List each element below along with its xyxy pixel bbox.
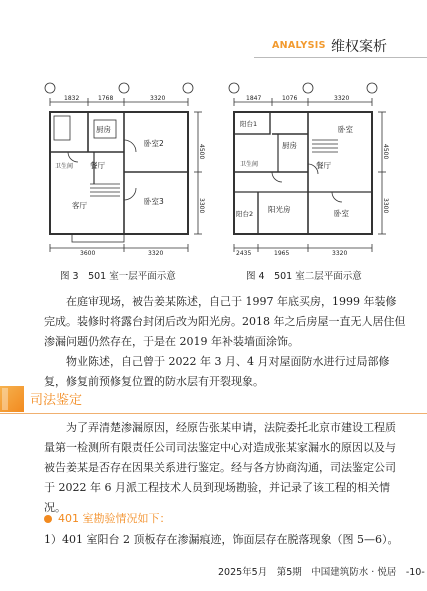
dim-bottom-1: 3600 — [80, 250, 96, 256]
room-label: 餐厅 — [316, 161, 331, 170]
figure-1-caption: 图 3 501 室一层平面示意 — [60, 271, 176, 282]
body-paragraph-1: 在庭审现场，被告姜某陈述，自己于 1997 年底买房，1999 年装修完成。装修时将露台封闭后改为阳光房。2018 年之后房屋一直无人居住但渗漏问题仍然存在，于是在 2019 年补装墙面涂饰。 — [44, 295, 406, 348]
section-heading — [0, 386, 427, 414]
room-label: 客厅 — [72, 201, 87, 210]
floor-plan-figure-2 — [212, 80, 392, 256]
dim-bottom-2: 1965 — [274, 250, 290, 256]
figure-2-caption: 图 4 501 室二层平面示意 — [246, 271, 362, 282]
section-tag: ANALYSIS — [272, 40, 326, 51]
dim-bottom-2: 3320 — [148, 250, 164, 256]
floor-plan-figure-1 — [28, 80, 208, 256]
dim-top-3: 3320 — [334, 95, 350, 102]
dim-top-1: 1832 — [64, 95, 80, 102]
body-paragraph-4: 1）401 室阳台 2 顶板存在渗漏痕迹，饰面层存在脱落现象（图 5—6）。 — [44, 533, 399, 546]
room-label: 卧室 — [334, 209, 349, 218]
room-label: 卧室2 — [144, 139, 164, 148]
floor-plan-1-drawing — [28, 80, 208, 256]
dim-side-2: 3300 — [382, 198, 389, 214]
room-label: 阳台1 — [240, 120, 258, 128]
column-title: 维权案析 — [331, 39, 387, 55]
floor-plan-2-drawing — [212, 80, 392, 256]
body-paragraph-2: 物业陈述，自己曾于 2022 年 3 月、4 月对屋面防水进行过局部修复，修复前预修复位置的防水层有开裂现象。 — [44, 355, 390, 388]
header-rule — [254, 57, 427, 58]
room-label: 卧室3 — [144, 197, 164, 206]
room-label: 卫生间 — [55, 163, 74, 170]
subheading — [44, 510, 404, 528]
room-label: 卫生间 — [240, 161, 259, 168]
subheading-text: 401 室勘验情况如下： — [58, 512, 171, 525]
room-label: 卧室 — [338, 125, 353, 134]
page-header — [0, 0, 427, 58]
section-heading-label: 司法鉴定 — [30, 393, 83, 408]
dim-side-1: 4500 — [198, 144, 205, 160]
dim-top-1: 1847 — [246, 95, 262, 102]
room-label: 厨房 — [282, 141, 297, 150]
dim-top-3: 3320 — [150, 95, 166, 102]
room-label: 餐厅 — [90, 161, 105, 170]
dim-side-1: 4500 — [382, 144, 389, 160]
dim-top-2: 1768 — [98, 95, 114, 102]
room-label: 阳光房 — [268, 205, 291, 214]
body-paragraph-3: 为了弄清楚渗漏原因，经原告张某申请，法院委托北京市建设工程质量第一检测所有限责任公司司法鉴定中心对造成张某家漏水的原因以及与被告姜某是否存在因果关系进行鉴定。经与各方协商沟通，司法鉴定公司于 2022 年 6 月派工程技术人员到现场勘验，并记录了该工程的相关情况。 — [44, 421, 396, 514]
room-label: 厨房 — [96, 125, 111, 134]
dim-top-2: 1076 — [282, 95, 298, 102]
page-footer: 2025年5月 第5期 中国建筑防水 · 悦居 -10- — [218, 567, 425, 578]
dim-bottom-1: 2435 — [236, 250, 252, 256]
section-underline — [0, 413, 427, 414]
bullet-icon — [44, 515, 52, 523]
dim-bottom-3: 3320 — [332, 250, 348, 256]
room-label: 阳台2 — [236, 210, 254, 218]
dim-side-2: 3300 — [198, 198, 205, 214]
